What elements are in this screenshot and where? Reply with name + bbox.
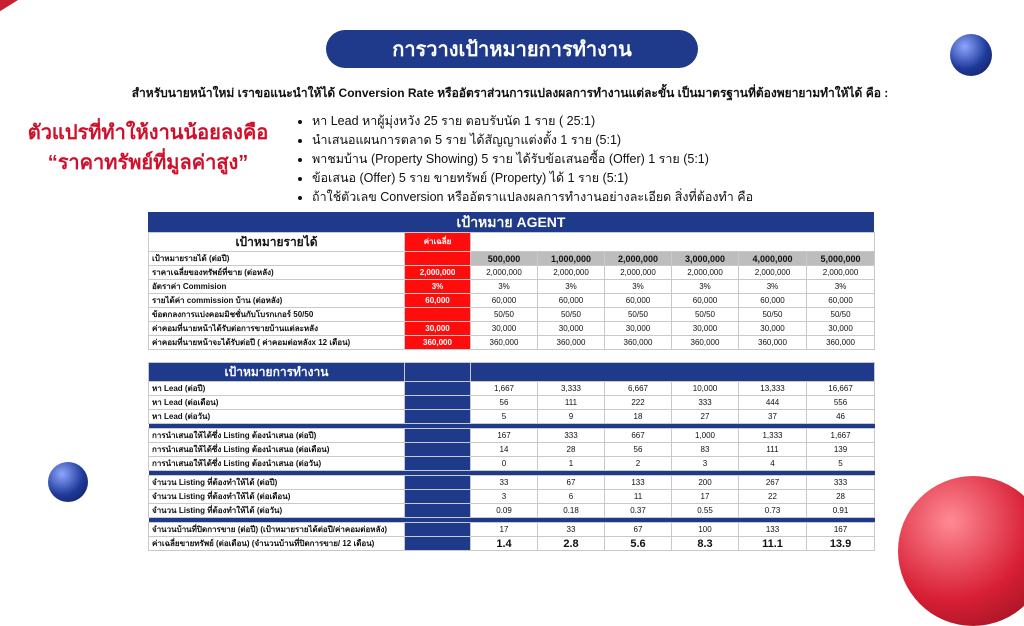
variable-heading-line1: ตัวแปรที่ทำให้งานน้อยลงคือ: [27, 122, 269, 144]
value-cell: 17: [672, 490, 739, 504]
row-label: ค่าคอมที่นายหน้าได้รับต่อการขายบ้านแต่ละหลัง: [149, 322, 405, 336]
row-label: เป้าหมายรายได้ (ต่อปี): [149, 252, 405, 266]
value-cell: 30,000: [672, 322, 739, 336]
decor-blue-sphere-left: [48, 462, 88, 502]
navy-cell: [405, 429, 471, 443]
value-cell: 133: [739, 523, 807, 537]
navy-cell: [405, 523, 471, 537]
value-cell: 1,000: [672, 429, 739, 443]
value-cell: 167: [471, 429, 538, 443]
value-cell: 30,000: [807, 322, 875, 336]
value-cell: 13.9: [807, 537, 875, 551]
value-cell: 4: [739, 457, 807, 471]
value-cell: 50/50: [739, 308, 807, 322]
value-cell: 8.3: [672, 537, 739, 551]
value-cell: 16,667: [807, 382, 875, 396]
value-cell: 2,000,000: [605, 266, 672, 280]
value-cell: 56: [471, 396, 538, 410]
table-row: [149, 429, 875, 443]
row-label: หา Lead (ต่อเดือน): [149, 396, 405, 410]
value-cell: 333: [807, 476, 875, 490]
value-cell: 33: [471, 476, 538, 490]
row-label: ราคาเฉลี่ยของทรัพย์ที่ขาย (ต่อหลัง): [149, 266, 405, 280]
target-grid: [148, 232, 875, 551]
table-row: [149, 537, 875, 551]
row-label: จำนวน Listing ที่ต้องทำให้ได้ (ต่อวัน): [149, 504, 405, 518]
value-cell: 50/50: [672, 308, 739, 322]
table-row: [149, 410, 875, 424]
conversion-list: [298, 112, 912, 207]
value-cell: 360,000: [807, 336, 875, 350]
value-cell: 30,000: [605, 322, 672, 336]
table-row: [149, 443, 875, 457]
table-row: [149, 523, 875, 537]
avg-header: ค่าเฉลี่ย: [405, 233, 471, 252]
value-cell: 360,000: [471, 336, 538, 350]
row-label: การนำเสนอให้ได้ซึ่ง Listing ต้องนำเสนอ (ต่อวัน): [149, 457, 405, 471]
navy-cell: [405, 537, 471, 551]
decor-red-sphere: [898, 476, 1024, 626]
work-section-row: [149, 363, 875, 382]
avg-cell: 3%: [405, 280, 471, 294]
row-label: รายได้ค่า commission บ้าน (ต่อหลัง): [149, 294, 405, 308]
table-row: [149, 476, 875, 490]
row-label: จำนวนบ้านที่ปิดการขาย (ต่อปี) (เป้าหมายรายได้ต่อปี/ค่าคอมต่อหลัง): [149, 523, 405, 537]
value-cell: 1,000,000: [538, 252, 605, 266]
value-cell: 3: [672, 457, 739, 471]
value-cell: 360,000: [739, 336, 807, 350]
navy-cell: [405, 363, 471, 382]
value-cell: 5.6: [605, 537, 672, 551]
value-cell: 60,000: [807, 294, 875, 308]
work-section-title: เป้าหมายการทำงาน: [149, 363, 405, 382]
value-cell: 333: [538, 429, 605, 443]
income-section-row: [149, 233, 875, 252]
row-label: การนำเสนอให้ได้ซึ่ง Listing ต้องนำเสนอ (ต่อเดือน): [149, 443, 405, 457]
value-cell: 267: [739, 476, 807, 490]
list-item: • หา Lead หาผู้มุ่งหวัง 25 ราย ตอบรับนัด 1 ราย ( 25:1): [312, 112, 912, 131]
navy-cell: [405, 504, 471, 518]
value-cell: 33: [538, 523, 605, 537]
value-cell: 50/50: [807, 308, 875, 322]
value-cell: 556: [807, 396, 875, 410]
value-cell: 28: [807, 490, 875, 504]
navy-cell: [405, 443, 471, 457]
value-cell: 2,000,000: [672, 266, 739, 280]
navy-cell: [405, 490, 471, 504]
value-cell: 50/50: [538, 308, 605, 322]
value-cell: 1,333: [739, 429, 807, 443]
value-cell: 3: [471, 490, 538, 504]
value-cell: 222: [605, 396, 672, 410]
value-cell: 83: [672, 443, 739, 457]
value-cell: 100: [672, 523, 739, 537]
value-cell: 5,000,000: [807, 252, 875, 266]
value-cell: 10,000: [672, 382, 739, 396]
value-cell: 139: [807, 443, 875, 457]
value-cell: 60,000: [739, 294, 807, 308]
decor-white-stripe: [0, 0, 139, 63]
navy-cell: [405, 396, 471, 410]
value-cell: 67: [538, 476, 605, 490]
value-cell: 6,667: [605, 382, 672, 396]
value-cell: 3%: [672, 280, 739, 294]
value-cell: 60,000: [672, 294, 739, 308]
value-cell: 30,000: [471, 322, 538, 336]
value-cell: 67: [605, 523, 672, 537]
value-cell: 167: [807, 523, 875, 537]
value-cell: 0.91: [807, 504, 875, 518]
value-cell: 2: [605, 457, 672, 471]
list-item: • นำเสนอแผนการตลาด 5 ราย ได้สัญญาแต่งตั้ง 1 ราย (5:1): [312, 131, 912, 150]
variable-heading-line2: “ราคาทรัพย์ที่มูลค่าสูง”: [47, 152, 249, 174]
value-cell: 9: [538, 410, 605, 424]
decor-blue-sphere: [950, 34, 992, 76]
table-row: [149, 457, 875, 471]
table-row: [149, 336, 875, 350]
value-cell: 333: [672, 396, 739, 410]
table-row: [149, 294, 875, 308]
value-cell: 6: [538, 490, 605, 504]
value-cell: 27: [672, 410, 739, 424]
value-cell: 28: [538, 443, 605, 457]
table-row: [149, 308, 875, 322]
row-label: ค่าคอมที่นายหน้าจะได้รับต่อปี ( ค่าคอมต่อหลังx 12 เดือน): [149, 336, 405, 350]
value-cell: 133: [605, 476, 672, 490]
row-label: หา Lead (ต่อปี): [149, 382, 405, 396]
table-row: [149, 322, 875, 336]
table-row: [149, 280, 875, 294]
value-cell: 1.4: [471, 537, 538, 551]
value-cell: 444: [739, 396, 807, 410]
value-cell: 360,000: [538, 336, 605, 350]
value-cell: 111: [739, 443, 807, 457]
intro-text: สำหรับนายหน้าใหม่ เราขอแนะนำให้ได้ Conversion Rate หรืออัตราส่วนการแปลงผลการทำงานแต่ละขั้น เป็นมาตรฐานที่ต้องพยายามทำให้ได้ คือ :: [131, 86, 889, 100]
navy-cell: [405, 476, 471, 490]
row-label: ค่าเฉลี่ยขายทรัพย์ (ต่อเดือน) (จำนวนบ้านที่ปิดการขาย/ 12 เดือน): [149, 537, 405, 551]
value-cell: 1,667: [471, 382, 538, 396]
avg-cell: 360,000: [405, 336, 471, 350]
value-cell: 0.73: [739, 504, 807, 518]
value-cell: 2.8: [538, 537, 605, 551]
value-cell: 3%: [471, 280, 538, 294]
agent-target-table: [148, 212, 874, 551]
value-cell: 18: [605, 410, 672, 424]
value-cell: 2,000,000: [538, 266, 605, 280]
value-cell: 3%: [538, 280, 605, 294]
value-cell: 30,000: [538, 322, 605, 336]
value-cell: 14: [471, 443, 538, 457]
spacer-cell: [149, 350, 875, 363]
avg-cell: 60,000: [405, 294, 471, 308]
value-cell: 46: [807, 410, 875, 424]
value-cell: 0.55: [672, 504, 739, 518]
value-cell: 500,000: [471, 252, 538, 266]
row-label: ข้อตกลงการแบ่งคอมมิชชั่นกับโบรกเกอร์ 50/50: [149, 308, 405, 322]
variable-heading: [8, 118, 288, 178]
table-row: [149, 490, 875, 504]
value-cell: 11: [605, 490, 672, 504]
row-label: การนำเสนอให้ได้ซึ่ง Listing ต้องนำเสนอ (ต่อปี): [149, 429, 405, 443]
navy-cell: [405, 382, 471, 396]
value-cell: 2,000,000: [739, 266, 807, 280]
value-cell: 1,667: [807, 429, 875, 443]
value-cell: 30,000: [739, 322, 807, 336]
table-row: [149, 504, 875, 518]
value-cell: 4,000,000: [739, 252, 807, 266]
navy-cell: [405, 410, 471, 424]
value-cell: 111: [538, 396, 605, 410]
row-label: จำนวน Listing ที่ต้องทำให้ได้ (ต่อเดือน): [149, 490, 405, 504]
list-item: • ถ้าใช้ตัวเลข Conversion หรืออัตราแปลงผลการทำงานอย่างละเอียด สิ่งที่ต้องทำ คือ: [312, 188, 912, 207]
navy-cell: [471, 363, 875, 382]
value-cell: 3,000,000: [672, 252, 739, 266]
value-cell: 50/50: [605, 308, 672, 322]
value-cell: 50/50: [471, 308, 538, 322]
value-cell: 0.37: [605, 504, 672, 518]
value-cell: 0.18: [538, 504, 605, 518]
value-cell: 3%: [605, 280, 672, 294]
value-cell: 60,000: [471, 294, 538, 308]
avg-cell: [405, 252, 471, 266]
navy-cell: [405, 457, 471, 471]
value-cell: 56: [605, 443, 672, 457]
value-cell: 5: [807, 457, 875, 471]
row-label: จำนวน Listing ที่ต้องทำให้ได้ (ต่อปี): [149, 476, 405, 490]
table-header: เป้าหมาย AGENT: [148, 212, 874, 232]
value-cell: 13,333: [739, 382, 807, 396]
value-cell: 11.1: [739, 537, 807, 551]
row-label: อัตราค่า Commision: [149, 280, 405, 294]
value-cell: 0.09: [471, 504, 538, 518]
list-item: • พาชมบ้าน (Property Showing) 5 ราย ได้รับข้อเสนอซื้อ (Offer) 1 ราย (5:1): [312, 150, 912, 169]
value-cell: 60,000: [605, 294, 672, 308]
avg-cell: 2,000,000: [405, 266, 471, 280]
value-cell: 2,000,000: [471, 266, 538, 280]
value-cell: 17: [471, 523, 538, 537]
value-cell: 3,333: [538, 382, 605, 396]
value-cell: 2,000,000: [605, 252, 672, 266]
table-row: [149, 382, 875, 396]
value-cell: 3%: [807, 280, 875, 294]
value-cell: 0: [471, 457, 538, 471]
spacer-cell: [471, 233, 875, 252]
page-title: การวางเป้าหมายการทำงาน: [326, 30, 698, 68]
value-cell: 1: [538, 457, 605, 471]
avg-cell: [405, 308, 471, 322]
table-row: [149, 396, 875, 410]
income-section-title: เป้าหมายรายได้: [149, 233, 405, 252]
row-label: หา Lead (ต่อวัน): [149, 410, 405, 424]
table-row: [149, 266, 875, 280]
value-cell: 667: [605, 429, 672, 443]
list-item: • ข้อเสนอ (Offer) 5 ราย ขายทรัพย์ (Property) ได้ 1 ราย (5:1): [312, 169, 912, 188]
value-cell: 3%: [739, 280, 807, 294]
value-cell: 360,000: [672, 336, 739, 350]
value-cell: 200: [672, 476, 739, 490]
value-cell: 360,000: [605, 336, 672, 350]
value-cell: 60,000: [538, 294, 605, 308]
value-cell: 2,000,000: [807, 266, 875, 280]
value-cell: 22: [739, 490, 807, 504]
table-row: [149, 252, 875, 266]
value-cell: 37: [739, 410, 807, 424]
avg-cell: 30,000: [405, 322, 471, 336]
spacer-row: [149, 350, 875, 363]
value-cell: 5: [471, 410, 538, 424]
